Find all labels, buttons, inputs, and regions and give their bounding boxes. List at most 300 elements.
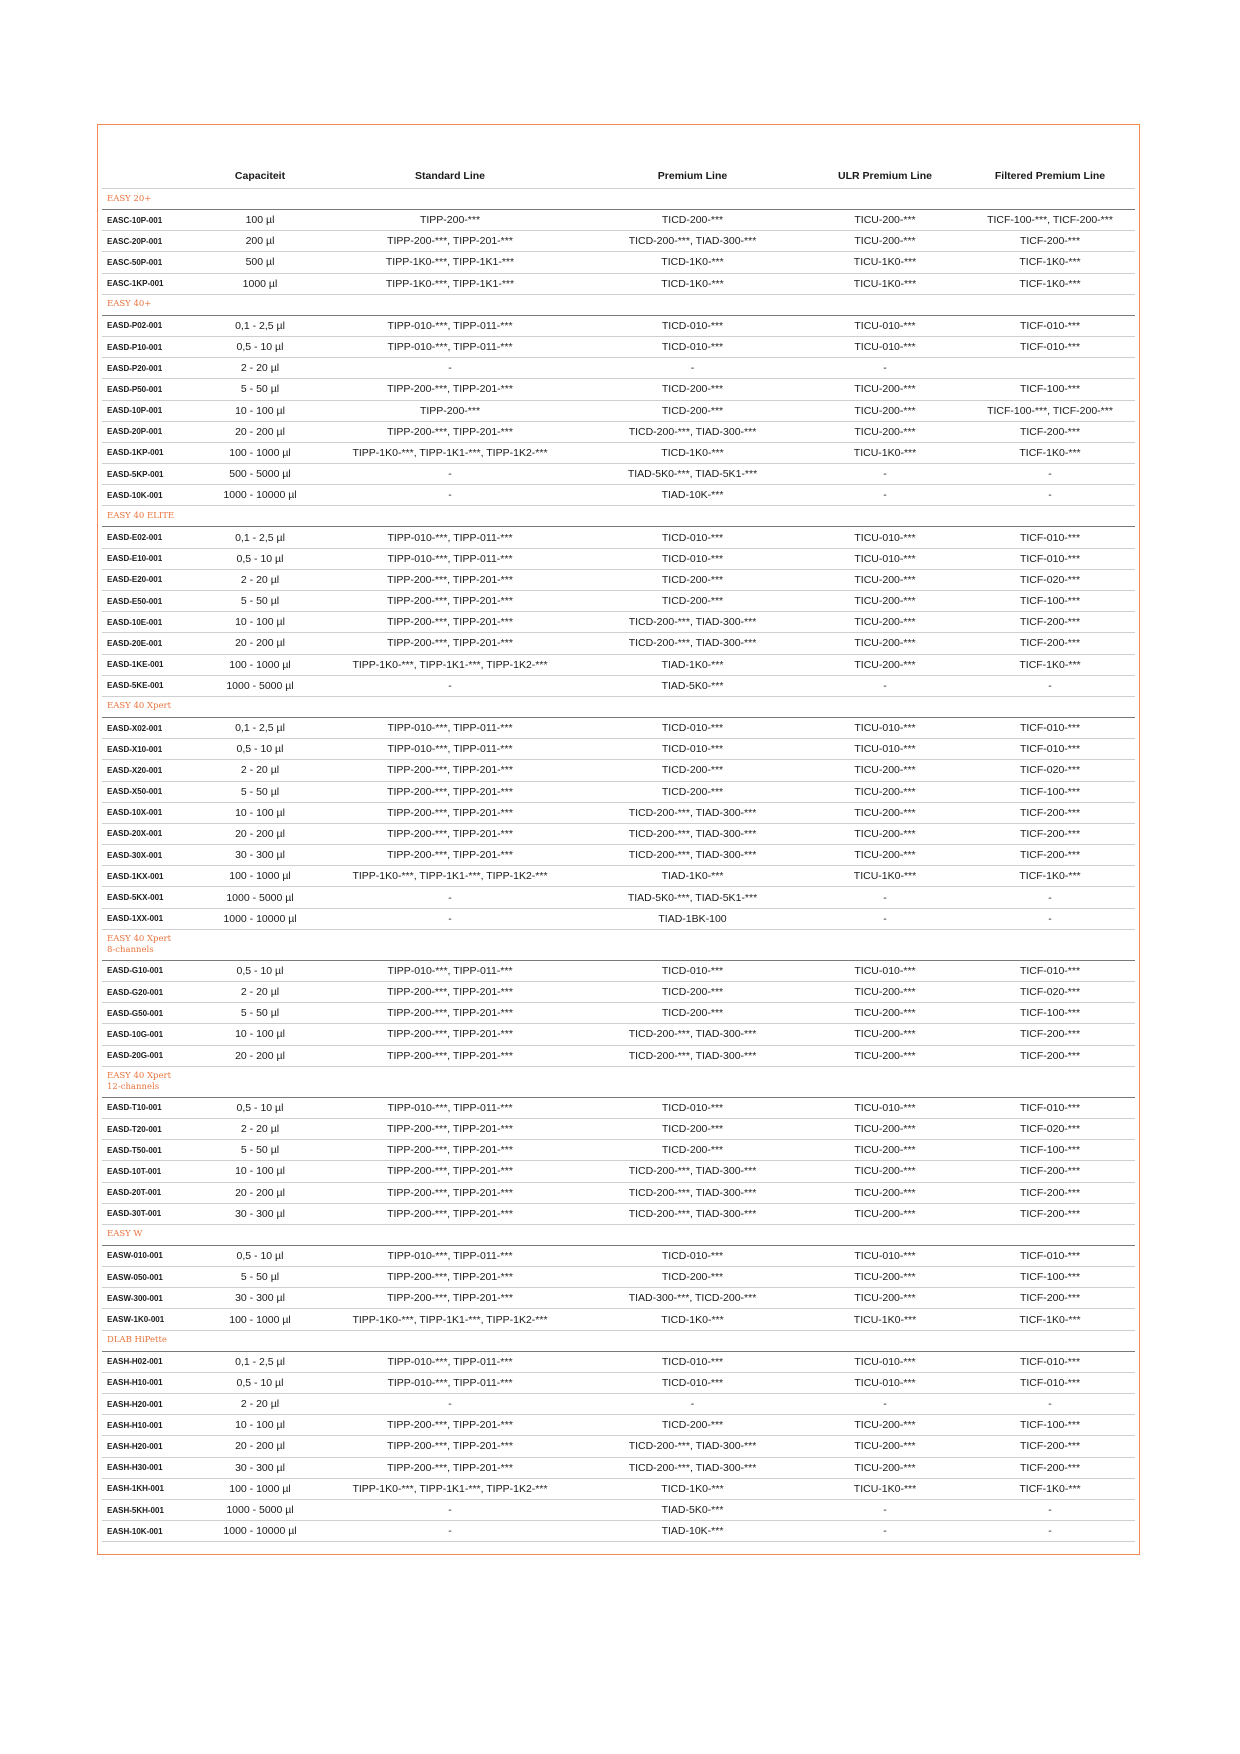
table-row xyxy=(102,1045,1135,1066)
ulr-premium-line-cell: TICU-200-*** xyxy=(805,760,965,781)
ulr-premium-line-cell: TICU-010-*** xyxy=(805,1097,965,1118)
premium-line-cell: TICD-200-*** xyxy=(580,1267,805,1288)
premium-line-cell: TICD-200-*** xyxy=(580,1118,805,1139)
standard-line-cell: TIPP-010-***, TIPP-011-*** xyxy=(320,527,580,548)
section-header-row xyxy=(102,294,1135,315)
standard-line-cell: TIPP-200-***, TIPP-201-*** xyxy=(320,379,580,400)
premium-line-cell: TICD-200-*** xyxy=(580,1003,805,1024)
standard-line-cell: TIPP-200-***, TIPP-201-*** xyxy=(320,982,580,1003)
header-premium-line: Premium Line xyxy=(580,164,805,189)
capacity-cell: 5 - 50 µl xyxy=(200,1267,320,1288)
standard-line-cell: TIPP-200-***, TIPP-201-*** xyxy=(320,823,580,844)
standard-line-cell: TIPP-200-***, TIPP-201-*** xyxy=(320,1415,580,1436)
table-row xyxy=(102,336,1135,357)
filtered-premium-line-cell: TICF-1K0-*** xyxy=(965,1478,1135,1499)
section-header-row xyxy=(102,696,1135,717)
premium-line-cell: TICD-010-*** xyxy=(580,1245,805,1266)
premium-line-cell: TICD-010-*** xyxy=(580,1372,805,1393)
capacity-cell: 5 - 50 µl xyxy=(200,591,320,612)
ulr-premium-line-cell: TICU-200-*** xyxy=(805,633,965,654)
capacity-cell: 0,5 - 10 µl xyxy=(200,1097,320,1118)
standard-line-cell: TIPP-200-*** xyxy=(320,400,580,421)
ulr-premium-line-cell: TICU-1K0-*** xyxy=(805,1478,965,1499)
capacity-cell: 0,5 - 10 µl xyxy=(200,739,320,760)
capacity-cell: 10 - 100 µl xyxy=(200,1415,320,1436)
table-row xyxy=(102,1161,1135,1182)
standard-line-cell: TIPP-1K0-***, TIPP-1K1-***, TIPP-1K2-*** xyxy=(320,866,580,887)
filtered-premium-line-cell: TICF-200-*** xyxy=(965,1457,1135,1478)
premium-line-cell: TIAD-1BK-100 xyxy=(580,908,805,929)
product-code-cell: EASC-10P-001 xyxy=(102,210,200,231)
section-title-line1: EASY 40 Xpert xyxy=(107,1070,171,1081)
ulr-premium-line-cell: TICU-200-*** xyxy=(805,421,965,442)
standard-line-cell: TIPP-200-***, TIPP-201-*** xyxy=(320,781,580,802)
capacity-cell: 20 - 200 µl xyxy=(200,1182,320,1203)
table-row xyxy=(102,887,1135,908)
premium-line-cell: TICD-200-***, TIAD-300-*** xyxy=(580,231,805,252)
premium-line-cell: TIAD-5K0-***, TIAD-5K1-*** xyxy=(580,887,805,908)
ulr-premium-line-cell: TICU-200-*** xyxy=(805,1161,965,1182)
filtered-premium-line-cell: TICF-200-*** xyxy=(965,802,1135,823)
standard-line-cell: TIPP-010-***, TIPP-011-*** xyxy=(320,1372,580,1393)
ulr-premium-line-cell: TICU-200-*** xyxy=(805,1024,965,1045)
ulr-premium-line-cell: - xyxy=(805,485,965,506)
ulr-premium-line-cell: TICU-200-*** xyxy=(805,1182,965,1203)
table-row xyxy=(102,1267,1135,1288)
capacity-cell: 100 - 1000 µl xyxy=(200,654,320,675)
premium-line-cell: TICD-200-***, TIAD-300-*** xyxy=(580,612,805,633)
filtered-premium-line-cell: TICF-100-***, TICF-200-*** xyxy=(965,210,1135,231)
filtered-premium-line-cell: TICF-010-*** xyxy=(965,1351,1135,1372)
capacity-cell: 2 - 20 µl xyxy=(200,358,320,379)
premium-line-cell: TICD-200-***, TIAD-300-*** xyxy=(580,1203,805,1224)
standard-line-cell: TIPP-010-***, TIPP-011-*** xyxy=(320,739,580,760)
product-code-cell: EASD-G10-001 xyxy=(102,960,200,981)
standard-line-cell: TIPP-010-***, TIPP-011-*** xyxy=(320,315,580,336)
filtered-premium-line-cell: TICF-1K0-*** xyxy=(965,442,1135,463)
product-code-cell: EASD-30T-001 xyxy=(102,1203,200,1224)
table-row xyxy=(102,1394,1135,1415)
standard-line-cell: - xyxy=(320,1521,580,1542)
standard-line-cell: - xyxy=(320,358,580,379)
table-row xyxy=(102,1024,1135,1045)
capacity-cell: 30 - 300 µl xyxy=(200,1203,320,1224)
table-row xyxy=(102,633,1135,654)
section-title xyxy=(102,294,1135,315)
ulr-premium-line-cell: - xyxy=(805,1394,965,1415)
product-code-cell: EASC-1KP-001 xyxy=(102,273,200,294)
filtered-premium-line-cell: - xyxy=(965,887,1135,908)
capacity-cell: 0,5 - 10 µl xyxy=(200,548,320,569)
standard-line-cell: TIPP-200-***, TIPP-201-*** xyxy=(320,612,580,633)
section-title-line1: EASY W xyxy=(107,1229,143,1240)
table-row xyxy=(102,802,1135,823)
ulr-premium-line-cell: - xyxy=(805,887,965,908)
premium-line-cell: TICD-200-***, TIAD-300-*** xyxy=(580,1436,805,1457)
table-row xyxy=(102,485,1135,506)
product-code-cell: EASD-E02-001 xyxy=(102,527,200,548)
ulr-premium-line-cell: TICU-200-*** xyxy=(805,1140,965,1161)
table-row xyxy=(102,1097,1135,1118)
ulr-premium-line-cell: TICU-200-*** xyxy=(805,569,965,590)
filtered-premium-line-cell: TICF-200-*** xyxy=(965,1182,1135,1203)
section-header-row xyxy=(102,1224,1135,1245)
filtered-premium-line-cell: TICF-010-*** xyxy=(965,739,1135,760)
section-header-row xyxy=(102,189,1135,210)
ulr-premium-line-cell: TICU-010-*** xyxy=(805,315,965,336)
product-code-cell: EASH-1KH-001 xyxy=(102,1478,200,1499)
ulr-premium-line-cell: TICU-200-*** xyxy=(805,1045,965,1066)
premium-line-cell: TIAD-5K0-*** xyxy=(580,675,805,696)
filtered-premium-line-cell: TICF-100-*** xyxy=(965,379,1135,400)
section-title xyxy=(102,696,1135,717)
ulr-premium-line-cell: - xyxy=(805,1521,965,1542)
table-row xyxy=(102,760,1135,781)
table-row xyxy=(102,717,1135,738)
ulr-premium-line-cell: - xyxy=(805,908,965,929)
premium-line-cell: TICD-010-*** xyxy=(580,548,805,569)
filtered-premium-line-cell: TICF-020-*** xyxy=(965,760,1135,781)
premium-line-cell: TICD-200-***, TIAD-300-*** xyxy=(580,633,805,654)
premium-line-cell: TICD-200-*** xyxy=(580,210,805,231)
table-row xyxy=(102,442,1135,463)
capacity-cell: 0,1 - 2,5 µl xyxy=(200,315,320,336)
product-code-cell: EASW-010-001 xyxy=(102,1245,200,1266)
filtered-premium-line-cell: TICF-200-*** xyxy=(965,845,1135,866)
table-row xyxy=(102,823,1135,844)
ulr-premium-line-cell: TICU-200-*** xyxy=(805,845,965,866)
filtered-premium-line-cell: TICF-010-*** xyxy=(965,717,1135,738)
filtered-premium-line-cell: TICF-020-*** xyxy=(965,1118,1135,1139)
premium-line-cell: TICD-010-*** xyxy=(580,717,805,738)
section-title-line1: EASY 40 Xpert xyxy=(107,933,171,944)
table-row xyxy=(102,358,1135,379)
premium-line-cell: TICD-1K0-*** xyxy=(580,252,805,273)
capacity-cell: 30 - 300 µl xyxy=(200,1457,320,1478)
capacity-cell: 5 - 50 µl xyxy=(200,379,320,400)
product-code-cell: EASD-T50-001 xyxy=(102,1140,200,1161)
standard-line-cell: TIPP-200-***, TIPP-201-*** xyxy=(320,569,580,590)
capacity-cell: 2 - 20 µl xyxy=(200,760,320,781)
premium-line-cell: TICD-010-*** xyxy=(580,960,805,981)
premium-line-cell: TICD-200-***, TIAD-300-*** xyxy=(580,1024,805,1045)
capacity-cell: 100 - 1000 µl xyxy=(200,866,320,887)
product-code-cell: EASD-10P-001 xyxy=(102,400,200,421)
table-row xyxy=(102,1415,1135,1436)
filtered-premium-line-cell: - xyxy=(965,464,1135,485)
table-row xyxy=(102,1372,1135,1393)
standard-line-cell: TIPP-200-***, TIPP-201-*** xyxy=(320,591,580,612)
premium-line-cell: TICD-200-*** xyxy=(580,982,805,1003)
filtered-premium-line-cell: TICF-100-*** xyxy=(965,1003,1135,1024)
product-code-cell: EASH-5KH-001 xyxy=(102,1499,200,1520)
standard-line-cell: TIPP-200-***, TIPP-201-*** xyxy=(320,845,580,866)
standard-line-cell: TIPP-200-***, TIPP-201-*** xyxy=(320,231,580,252)
product-code-cell: EASW-050-001 xyxy=(102,1267,200,1288)
capacity-cell: 0,5 - 10 µl xyxy=(200,1372,320,1393)
capacity-cell: 5 - 50 µl xyxy=(200,781,320,802)
premium-line-cell: TIAD-300-***, TICD-200-*** xyxy=(580,1288,805,1309)
filtered-premium-line-cell xyxy=(965,358,1135,379)
capacity-cell: 10 - 100 µl xyxy=(200,400,320,421)
ulr-premium-line-cell: TICU-010-*** xyxy=(805,717,965,738)
ulr-premium-line-cell: TICU-010-*** xyxy=(805,336,965,357)
ulr-premium-line-cell: TICU-010-*** xyxy=(805,1245,965,1266)
product-code-cell: EASD-E10-001 xyxy=(102,548,200,569)
ulr-premium-line-cell: TICU-200-*** xyxy=(805,1203,965,1224)
premium-line-cell: TICD-010-*** xyxy=(580,739,805,760)
table-row xyxy=(102,739,1135,760)
ulr-premium-line-cell: TICU-200-*** xyxy=(805,231,965,252)
premium-line-cell: TICD-200-*** xyxy=(580,1140,805,1161)
product-code-cell: EASC-20P-001 xyxy=(102,231,200,252)
product-code-cell: EASD-E50-001 xyxy=(102,591,200,612)
product-code-cell: EASD-5KE-001 xyxy=(102,675,200,696)
premium-line-cell: TICD-200-***, TIAD-300-*** xyxy=(580,421,805,442)
table-row xyxy=(102,1478,1135,1499)
ulr-premium-line-cell: TICU-010-*** xyxy=(805,1372,965,1393)
filtered-premium-line-cell: TICF-200-*** xyxy=(965,231,1135,252)
premium-line-cell: TIAD-10K-*** xyxy=(580,1521,805,1542)
filtered-premium-line-cell: TICF-200-*** xyxy=(965,1024,1135,1045)
section-title-line1: EASY 20+ xyxy=(107,193,152,204)
filtered-premium-line-cell: TICF-100-*** xyxy=(965,591,1135,612)
section-title-line1: EASY 40+ xyxy=(107,299,152,310)
ulr-premium-line-cell: - xyxy=(805,1499,965,1520)
standard-line-cell: - xyxy=(320,908,580,929)
ulr-premium-line-cell: TICU-200-*** xyxy=(805,210,965,231)
premium-line-cell: TICD-1K0-*** xyxy=(580,273,805,294)
capacity-cell: 0,5 - 10 µl xyxy=(200,1245,320,1266)
product-code-cell: EASD-10T-001 xyxy=(102,1161,200,1182)
filtered-premium-line-cell: TICF-010-*** xyxy=(965,1245,1135,1266)
ulr-premium-line-cell: TICU-1K0-*** xyxy=(805,442,965,463)
standard-line-cell: TIPP-200-***, TIPP-201-*** xyxy=(320,633,580,654)
product-code-cell: EASH-H02-001 xyxy=(102,1351,200,1372)
capacity-cell: 200 µl xyxy=(200,231,320,252)
filtered-premium-line-cell: - xyxy=(965,485,1135,506)
filtered-premium-line-cell: TICF-010-*** xyxy=(965,548,1135,569)
table-body xyxy=(102,189,1135,1542)
table-row xyxy=(102,315,1135,336)
premium-line-cell: TICD-200-***, TIAD-300-*** xyxy=(580,1045,805,1066)
standard-line-cell: TIPP-200-*** xyxy=(320,210,580,231)
standard-line-cell: TIPP-010-***, TIPP-011-*** xyxy=(320,960,580,981)
ulr-premium-line-cell: TICU-010-*** xyxy=(805,1351,965,1372)
capacity-cell: 10 - 100 µl xyxy=(200,612,320,633)
capacity-cell: 100 - 1000 µl xyxy=(200,1478,320,1499)
ulr-premium-line-cell: TICU-200-*** xyxy=(805,591,965,612)
capacity-cell: 1000 µl xyxy=(200,273,320,294)
capacity-cell: 0,1 - 2,5 µl xyxy=(200,527,320,548)
table-row xyxy=(102,231,1135,252)
capacity-cell: 30 - 300 µl xyxy=(200,845,320,866)
standard-line-cell: - xyxy=(320,887,580,908)
capacity-cell: 10 - 100 µl xyxy=(200,1161,320,1182)
premium-line-cell: TICD-200-*** xyxy=(580,400,805,421)
product-code-cell: EASD-1KE-001 xyxy=(102,654,200,675)
premium-line-cell: TICD-010-*** xyxy=(580,1097,805,1118)
product-code-cell: EASD-20P-001 xyxy=(102,421,200,442)
ulr-premium-line-cell: TICU-200-*** xyxy=(805,1118,965,1139)
standard-line-cell: TIPP-200-***, TIPP-201-*** xyxy=(320,802,580,823)
capacity-cell: 500 - 5000 µl xyxy=(200,464,320,485)
table-row xyxy=(102,1182,1135,1203)
filtered-premium-line-cell: TICF-200-*** xyxy=(965,823,1135,844)
filtered-premium-line-cell: - xyxy=(965,1499,1135,1520)
header-code xyxy=(102,164,200,189)
capacity-cell: 100 - 1000 µl xyxy=(200,1309,320,1330)
ulr-premium-line-cell: TICU-010-*** xyxy=(805,960,965,981)
standard-line-cell: TIPP-1K0-***, TIPP-1K1-*** xyxy=(320,252,580,273)
product-code-cell: EASD-X10-001 xyxy=(102,739,200,760)
premium-line-cell: TICD-010-*** xyxy=(580,527,805,548)
capacity-cell: 5 - 50 µl xyxy=(200,1140,320,1161)
capacity-cell: 20 - 200 µl xyxy=(200,421,320,442)
table-row xyxy=(102,379,1135,400)
capacity-cell: 1000 - 10000 µl xyxy=(200,908,320,929)
ulr-premium-line-cell: TICU-010-*** xyxy=(805,527,965,548)
filtered-premium-line-cell: TICF-200-*** xyxy=(965,633,1135,654)
premium-line-cell: TIAD-5K0-*** xyxy=(580,1499,805,1520)
pipette-tip-compatibility-table xyxy=(102,164,1135,1542)
premium-line-cell: TICD-200-***, TIAD-300-*** xyxy=(580,1161,805,1182)
product-code-cell: EASD-P50-001 xyxy=(102,379,200,400)
ulr-premium-line-cell: TICU-1K0-*** xyxy=(805,273,965,294)
table-row xyxy=(102,675,1135,696)
ulr-premium-line-cell: TICU-010-*** xyxy=(805,739,965,760)
ulr-premium-line-cell: TICU-010-*** xyxy=(805,548,965,569)
ulr-premium-line-cell: TICU-200-*** xyxy=(805,1415,965,1436)
filtered-premium-line-cell: TICF-010-*** xyxy=(965,527,1135,548)
section-header-row xyxy=(102,506,1135,527)
product-code-cell: EASD-10K-001 xyxy=(102,485,200,506)
section-title-line1: EASY 40 Xpert xyxy=(107,701,171,712)
table-row xyxy=(102,654,1135,675)
standard-line-cell: - xyxy=(320,1394,580,1415)
section-title xyxy=(102,506,1135,527)
capacity-cell: 0,5 - 10 µl xyxy=(200,960,320,981)
table-row xyxy=(102,548,1135,569)
filtered-premium-line-cell: TICF-100-*** xyxy=(965,1140,1135,1161)
product-code-cell: EASH-H20-001 xyxy=(102,1436,200,1457)
table-row xyxy=(102,400,1135,421)
filtered-premium-line-cell: - xyxy=(965,1394,1135,1415)
standard-line-cell: TIPP-200-***, TIPP-201-*** xyxy=(320,1203,580,1224)
table-row xyxy=(102,960,1135,981)
standard-line-cell: TIPP-200-***, TIPP-201-*** xyxy=(320,1288,580,1309)
table-row xyxy=(102,569,1135,590)
table-row xyxy=(102,591,1135,612)
product-code-cell: EASD-P10-001 xyxy=(102,336,200,357)
standard-line-cell: TIPP-010-***, TIPP-011-*** xyxy=(320,548,580,569)
capacity-cell: 0,1 - 2,5 µl xyxy=(200,1351,320,1372)
premium-line-cell: TICD-010-*** xyxy=(580,336,805,357)
table-row xyxy=(102,1499,1135,1520)
product-code-cell: EASW-1K0-001 xyxy=(102,1309,200,1330)
product-code-cell: EASD-20T-001 xyxy=(102,1182,200,1203)
premium-line-cell: TICD-1K0-*** xyxy=(580,1309,805,1330)
header-row xyxy=(102,164,1135,189)
table-row xyxy=(102,464,1135,485)
section-title-line2: 8-channels xyxy=(107,944,154,955)
section-header-row xyxy=(102,1330,1135,1351)
section-title xyxy=(102,189,1135,210)
product-code-cell: EASD-X20-001 xyxy=(102,760,200,781)
standard-line-cell: TIPP-1K0-***, TIPP-1K1-*** xyxy=(320,273,580,294)
table-row xyxy=(102,1140,1135,1161)
table-row xyxy=(102,210,1135,231)
filtered-premium-line-cell: - xyxy=(965,675,1135,696)
table-row xyxy=(102,908,1135,929)
premium-line-cell: TICD-1K0-*** xyxy=(580,442,805,463)
capacity-cell: 20 - 200 µl xyxy=(200,1045,320,1066)
section-title xyxy=(102,1224,1135,1245)
ulr-premium-line-cell: TICU-200-*** xyxy=(805,654,965,675)
filtered-premium-line-cell: TICF-200-*** xyxy=(965,1161,1135,1182)
product-code-cell: EASD-T20-001 xyxy=(102,1118,200,1139)
header-capacity: Capaciteit xyxy=(200,164,320,189)
table-row xyxy=(102,1203,1135,1224)
ulr-premium-line-cell: TICU-200-*** xyxy=(805,400,965,421)
product-code-cell: EASD-10G-001 xyxy=(102,1024,200,1045)
standard-line-cell: TIPP-010-***, TIPP-011-*** xyxy=(320,1097,580,1118)
filtered-premium-line-cell: TICF-1K0-*** xyxy=(965,1309,1135,1330)
ulr-premium-line-cell: TICU-1K0-*** xyxy=(805,252,965,273)
premium-line-cell: TIAD-1K0-*** xyxy=(580,866,805,887)
product-code-cell: EASD-P20-001 xyxy=(102,358,200,379)
standard-line-cell: TIPP-200-***, TIPP-201-*** xyxy=(320,1024,580,1045)
product-code-cell: EASH-H10-001 xyxy=(102,1372,200,1393)
filtered-premium-line-cell: TICF-1K0-*** xyxy=(965,654,1135,675)
premium-line-cell: TIAD-1K0-*** xyxy=(580,654,805,675)
ulr-premium-line-cell: TICU-200-*** xyxy=(805,1003,965,1024)
premium-line-cell: TICD-200-*** xyxy=(580,591,805,612)
table-row xyxy=(102,845,1135,866)
ulr-premium-line-cell: TICU-200-*** xyxy=(805,1288,965,1309)
ulr-premium-line-cell: TICU-1K0-*** xyxy=(805,1309,965,1330)
filtered-premium-line-cell: - xyxy=(965,1521,1135,1542)
standard-line-cell: TIPP-200-***, TIPP-201-*** xyxy=(320,1182,580,1203)
standard-line-cell: TIPP-010-***, TIPP-011-*** xyxy=(320,1351,580,1372)
premium-line-cell: TICD-1K0-*** xyxy=(580,1478,805,1499)
standard-line-cell: - xyxy=(320,1499,580,1520)
table-row xyxy=(102,527,1135,548)
filtered-premium-line-cell: TICF-1K0-*** xyxy=(965,273,1135,294)
standard-line-cell: TIPP-200-***, TIPP-201-*** xyxy=(320,421,580,442)
standard-line-cell: TIPP-200-***, TIPP-201-*** xyxy=(320,1118,580,1139)
section-title xyxy=(102,1330,1135,1351)
filtered-premium-line-cell: TICF-200-*** xyxy=(965,1436,1135,1457)
product-code-cell: EASD-G50-001 xyxy=(102,1003,200,1024)
ulr-premium-line-cell: - xyxy=(805,464,965,485)
premium-line-cell: TICD-200-*** xyxy=(580,781,805,802)
product-code-cell: EASH-H10-001 xyxy=(102,1415,200,1436)
filtered-premium-line-cell: TICF-010-*** xyxy=(965,336,1135,357)
premium-line-cell: TICD-200-***, TIAD-300-*** xyxy=(580,1182,805,1203)
product-code-cell: EASW-300-001 xyxy=(102,1288,200,1309)
product-code-cell: EASH-H20-001 xyxy=(102,1394,200,1415)
product-code-cell: EASD-30X-001 xyxy=(102,845,200,866)
standard-line-cell: TIPP-1K0-***, TIPP-1K1-***, TIPP-1K2-*** xyxy=(320,654,580,675)
product-code-cell: EASD-X02-001 xyxy=(102,717,200,738)
capacity-cell: 10 - 100 µl xyxy=(200,1024,320,1045)
capacity-cell: 100 - 1000 µl xyxy=(200,442,320,463)
product-code-cell: EASD-1KX-001 xyxy=(102,866,200,887)
product-code-cell: EASD-20E-001 xyxy=(102,633,200,654)
product-code-cell: EASD-P02-001 xyxy=(102,315,200,336)
standard-line-cell: TIPP-010-***, TIPP-011-*** xyxy=(320,717,580,738)
